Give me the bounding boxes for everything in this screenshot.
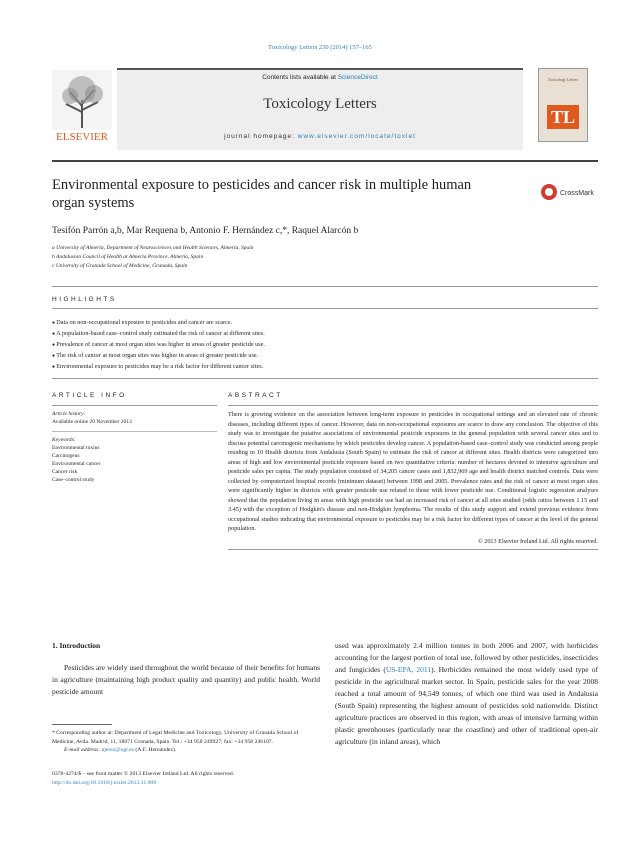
keyword: Environmental toxins bbox=[52, 445, 100, 451]
keyword: Environmental cancer bbox=[52, 461, 101, 467]
homepage-line bbox=[117, 133, 523, 140]
homepage-link[interactable]: www.elsevier.com/locate/toxlet bbox=[297, 133, 416, 140]
keyword: Case–control study bbox=[52, 477, 95, 483]
abstract-text: There is growing evidence on the association between long-term exposure to pesticides in occupational settings and an elevated rate of chronic diseases, including different types of cancer. However, data on non-occupational exposures are scarce to draw any conclusion. The objective of this study was to investigate the putative associations of environmental pesticide exposures in the general population with several cancer sites and to discuss potential carcinogenic mechanisms by which pesticides develop cancer. A population-based case–control study was conducted among people residing in 10 Health districts from Andalusia (South Spain) to estimate the risk of cancer at different sites. Health districts were categorized into areas of high and low environmental pesticide exposure based on two quantitative criteria: number of hectares devoted to intensive agriculture and pesticide sales per capita. The study population consisted of 34,205 cancer cases and 1,832,969 age and health district matched controls. Data were collected by computerized hospital records (minimum dataset) between 1998 and 2005. Prevalence rates and the risk of cancer at most organ sites were significantly higher in districts with greater pesticide use related to those with lower pesticide use. Conditional logistic regression analyses showed that the population living in areas with high pesticide use had an increased risk of cancer at all sites studied (odds ratios between 1.15 and 3.45) with the exception of Hodgkin's disease and non-Hodgkin lymphoma. The results of this study support and extend previous evidence from occupational studies indicating that environmental exposure to pesticides may be a risk factor for different types of cancer at the level of the general population. bbox=[228, 411, 598, 532]
highlight-item: ● A population-based case–control study estimated the risk of cancer at different sites. bbox=[52, 329, 582, 340]
email-link[interactable]: ajerez@ugr.es bbox=[101, 747, 134, 753]
article-title: Environmental exposure to pesticides and cancer risk in multiple human organ systems bbox=[52, 177, 472, 211]
highlight-item: ● The risk of cancer at most organ sites was higher in areas of greater pesticide use. bbox=[52, 351, 582, 362]
history-date: Available online 20 November 2013 bbox=[52, 419, 132, 425]
history-label: Article history: bbox=[52, 411, 86, 417]
footnote bbox=[52, 724, 320, 755]
issn-block bbox=[52, 770, 320, 787]
journal-title: Toxicology Letters bbox=[263, 96, 377, 112]
keyword: Cancer risk bbox=[52, 469, 78, 475]
keyword: Carcinogens bbox=[52, 453, 80, 459]
keywords-label: Keywords: bbox=[52, 437, 76, 443]
header-rule bbox=[52, 160, 598, 162]
intro-paragraph-continued: used was approximately 2.4 million tonnes in both 2006 and 2007, with herbicides accounting for the largest portion of total use, followed by other pesticides, insecticides and fungicides ( bbox=[335, 641, 598, 674]
homepage-prefix: journal homepage: bbox=[224, 133, 298, 140]
sciencedirect-link[interactable]: ScienceDirect bbox=[337, 74, 378, 81]
author-list: Tesifón Parrón a,b, Mar Requena b, Antonio F. Hernández c,*, Raquel Alarcón b bbox=[52, 226, 359, 236]
email-suffix: (A.F. Hernández). bbox=[133, 747, 177, 753]
email-label: E-mail address: bbox=[64, 747, 102, 753]
affiliation: b Andalusian Council of Health at Almería Province, Almería, Spain bbox=[52, 254, 204, 260]
doi-link[interactable]: http://dx.doi.org/10.1016/j.toxlet.2013.11.009 bbox=[52, 779, 157, 786]
front-matter-line: 0378-4274/$ – see front matter © 2013 Elsevier Ireland Ltd. All rights reserved. bbox=[52, 771, 235, 777]
reference-link[interactable]: US-EPA, 2011 bbox=[385, 665, 432, 674]
crossmark-label: CrossMark bbox=[560, 190, 594, 197]
body-column-left bbox=[52, 640, 320, 698]
crossmark-badge[interactable] bbox=[540, 182, 600, 202]
section-rule bbox=[52, 308, 598, 309]
journal-citation: Toxicology Letters 230 (2014) 157–165 bbox=[268, 44, 372, 51]
highlight-item: ● Environmental exposure to pesticides may be a risk factor for different cancer sites. bbox=[52, 362, 582, 373]
intro-paragraph: Pesticides are widely used throughout the world because of their benefits for humans in agriculture (maintaining high product quality and quantity) and public health. World pesticide amount bbox=[52, 663, 320, 696]
copyright: © 2013 Elsevier Ireland Ltd. All rights reserved. bbox=[478, 537, 598, 545]
contents-line bbox=[117, 74, 523, 81]
elsevier-logo bbox=[52, 70, 112, 142]
abstract-heading: ABSTRACT bbox=[228, 392, 283, 399]
highlights-list bbox=[52, 318, 582, 373]
journal-cover bbox=[538, 68, 588, 142]
section-rule bbox=[52, 378, 598, 379]
elsevier-wordmark: ELSEVIER bbox=[56, 131, 108, 142]
article-info-heading: ARTICLE INFO bbox=[52, 392, 127, 399]
cover-initials: TL bbox=[547, 105, 579, 129]
contents-prefix: Contents lists available at bbox=[262, 74, 338, 81]
cover-title: Toxicology Letters bbox=[547, 77, 579, 82]
highlights-heading: HIGHLIGHTS bbox=[52, 296, 117, 303]
body-column-right bbox=[335, 640, 598, 748]
affiliations bbox=[52, 244, 254, 271]
section-heading-introduction: 1. Introduction bbox=[52, 641, 101, 650]
abstract-section bbox=[228, 392, 598, 550]
article-info bbox=[52, 392, 217, 484]
highlight-item: ● Data on non-occupational exposure to pesticides and cancer are scarce. bbox=[52, 318, 582, 329]
journal-masthead bbox=[117, 68, 523, 150]
intro-paragraph-continued: ). Herbicides remained the most widely used type of pesticide in the agricultural market sector. In Spain, pesticide sales for the year 2008 reached a total amount of 94,549 tonnes, of which one third was used in Andalusia (South Spain) representing the highest amount of pesticides sold nationwide. Distinct agriculture practices are observed in this region, with areas of intensive farming within plastic greenhouses (particularly near the coastline) and other of traditional open-air agriculture (in inland areas), which bbox=[335, 665, 598, 746]
affiliation: c University of Granada School of Medicine, Granada, Spain bbox=[52, 263, 188, 269]
affiliation: a University of Almería, Department of Neurosciences and Health Sciences, Almería, Spain bbox=[52, 245, 254, 251]
section-rule bbox=[52, 286, 598, 287]
highlight-item: ● Prevalence of cancer at most organ sites was higher in areas of greater pesticide use. bbox=[52, 340, 582, 351]
corresponding-author: * Corresponding author at: Department of Legal Medicine and Toxicology, University of Granada School of Medicine, Avda. Madrid, 11, 18071 Granada, Spain. Tel.: +34 958 249927; fax: +34 958 246107. bbox=[52, 730, 299, 745]
